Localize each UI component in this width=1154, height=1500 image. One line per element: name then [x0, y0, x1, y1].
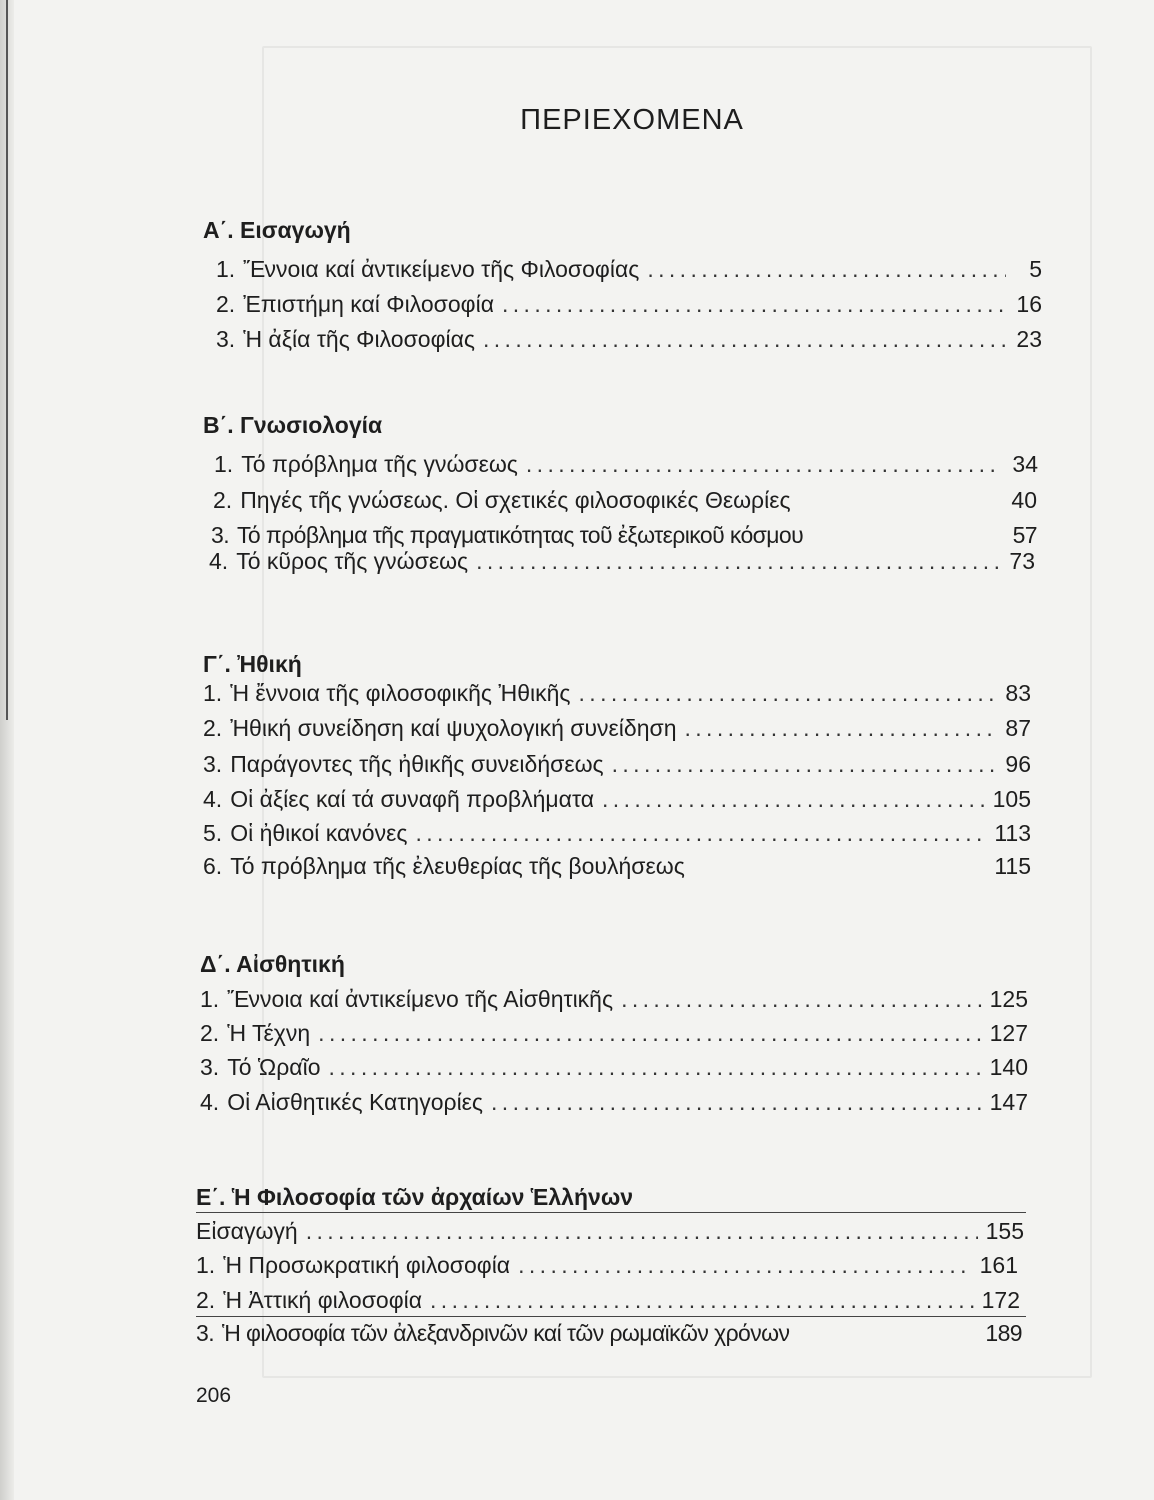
entry-number: 3.	[211, 522, 229, 548]
entry-title: Τό Ὡραῖο	[227, 1054, 321, 1080]
entry-page: 105	[992, 786, 1031, 812]
entry-title: Ἡ ἀξία τῆς Φιλοσοφίας	[243, 326, 475, 352]
entry-page: 113	[994, 820, 1031, 846]
dot-leader	[612, 751, 995, 778]
dot-leader	[415, 820, 986, 847]
entry-page: 40	[1011, 487, 1037, 513]
entry-number: 3.	[196, 1320, 214, 1346]
toc-entry	[196, 1252, 1018, 1286]
dot-leader	[318, 1020, 981, 1047]
toc-entry	[216, 256, 1042, 290]
entry-title: Πηγές τῆς γνώσεως. Οἱ σχετικές φιλοσοφικές Θεωρίες	[240, 487, 791, 513]
entry-title: Ἡ Προσωκρατική φιλοσοφία	[223, 1252, 511, 1278]
entry-title: Τό πρόβλημα τῆς πραγματικότητας τοῦ ἐξωτερικοῦ κόσμου	[236, 522, 804, 548]
entry-title: Οἱ Αἰσθητικές Κατηγορίες	[227, 1089, 484, 1115]
section-heading-c: Γ΄. Ἠθική	[203, 651, 302, 677]
entry-page: 147	[989, 1089, 1028, 1115]
entry-page: 83	[1005, 680, 1031, 706]
heading-rule	[196, 1212, 1026, 1213]
entry-title: Τό πρόβλημα τῆς ἐλευθερίας τῆς βουλήσεως	[230, 853, 685, 879]
dot-leader	[491, 1089, 982, 1116]
entry-number: 4.	[200, 1089, 220, 1115]
entry-number: 2.	[200, 1020, 220, 1046]
section-heading-d: Δ΄. Αἰσθητική	[200, 951, 345, 977]
toc-entry	[216, 291, 1042, 325]
entry-title: Ἠθική συνείδηση καί ψυχολογική συνείδηση	[230, 715, 677, 741]
page-title: ΠΕΡΙΕΧΟΜΕΝΑ	[520, 104, 744, 136]
dot-leader	[483, 326, 1006, 353]
entry-number: 6.	[203, 853, 223, 879]
dot-leader	[502, 291, 1006, 318]
toc-entry	[203, 820, 1031, 854]
entry-title: Ἔννοια καί ἀντικείμενο τῆς Φιλοσοφίας	[243, 256, 640, 282]
dot-leader	[621, 986, 982, 1013]
entry-number: 4.	[209, 548, 229, 574]
toc-entry	[203, 751, 1031, 785]
entry-title: Οἱ ἀξίες καί τά συναφῆ προβλήματα	[230, 786, 595, 812]
toc-entry	[213, 487, 1037, 521]
dot-leader	[476, 548, 999, 575]
entry-number: 1.	[196, 1252, 216, 1278]
toc-entry	[200, 1089, 1028, 1123]
entry-page: 57	[1012, 522, 1037, 548]
toc-entry	[203, 853, 1031, 887]
toc-entry	[200, 986, 1028, 1020]
entry-page: 172	[981, 1287, 1020, 1313]
dot-leader	[430, 1287, 974, 1314]
dot-leader	[685, 715, 996, 742]
dot-leader	[579, 680, 995, 707]
entry-title: Εἰσαγωγή	[196, 1218, 298, 1244]
entry-page: 5	[1029, 256, 1042, 282]
entry-number: 3.	[203, 751, 223, 777]
entry-title: Ἡ Τέχνη	[227, 1020, 311, 1046]
section-heading-a: Α΄. Εισαγωγή	[203, 217, 351, 243]
entry-page: 87	[1005, 715, 1031, 741]
entry-title: Οἱ ἠθικοί κανόνες	[230, 820, 408, 846]
entry-title: Τό πρόβλημα τῆς γνώσεως	[241, 451, 518, 477]
entry-page: 161	[979, 1252, 1018, 1278]
entry-title: Ἔννοια καί ἀντικείμενο τῆς Αἰσθητικῆς	[227, 986, 614, 1012]
toc-entry	[196, 1320, 1022, 1354]
dot-leader	[602, 786, 985, 813]
row-rule	[196, 1316, 1026, 1317]
entry-number: 1.	[214, 451, 234, 477]
toc-entry	[214, 451, 1038, 485]
entry-number: 3.	[216, 326, 236, 352]
entry-number: 4.	[203, 786, 223, 812]
entry-page: 34	[1012, 451, 1038, 477]
entry-title: Ἡ Ἀττική φιλοσοφία	[223, 1287, 423, 1313]
toc-entry	[203, 680, 1031, 714]
entry-number: 1.	[216, 256, 236, 282]
section-heading-b: Β΄. Γνωσιολογία	[203, 412, 383, 438]
entry-page: 16	[1016, 291, 1042, 317]
toc-entry	[200, 1054, 1028, 1088]
entry-number: 2.	[203, 715, 223, 741]
dot-leader	[647, 256, 1006, 283]
toc-entry	[203, 715, 1031, 749]
entry-page: 73	[1009, 548, 1035, 574]
entry-number: 1.	[203, 680, 223, 706]
entry-number: 3.	[200, 1054, 220, 1080]
entry-title: Παράγοντες τῆς ἠθικῆς συνειδήσεως	[230, 751, 604, 777]
toc-entry	[216, 326, 1042, 360]
page-number: 206	[196, 1384, 232, 1407]
entry-page: 115	[994, 853, 1031, 879]
entry-number: 2.	[213, 487, 233, 513]
entry-number: 2.	[196, 1287, 216, 1313]
section-heading-e: Ε΄. Ἡ Φιλοσοφία τῶν ἀρχαίων Ἑλλήνων	[196, 1184, 634, 1210]
toc-entry	[209, 548, 1035, 582]
dot-leader	[306, 1218, 978, 1245]
toc-entry	[203, 786, 1031, 820]
entry-number: 2.	[216, 291, 236, 317]
entry-number: 5.	[203, 820, 223, 846]
binding-shadow	[6, 0, 8, 720]
entry-page: 155	[985, 1218, 1024, 1244]
entry-title: Τό κῦρος τῆς γνώσεως	[236, 548, 469, 574]
dot-leader	[526, 451, 1002, 478]
entry-title: Ἐπιστήμη καί Φιλοσοφία	[243, 291, 494, 317]
dot-leader	[329, 1054, 982, 1081]
dot-leader	[518, 1252, 972, 1279]
entry-title: Ἡ ἔννοια τῆς φιλοσοφικῆς Ἠθικῆς	[230, 680, 571, 706]
toc-entry	[196, 1218, 1024, 1252]
entry-title: Ἡ φιλοσοφία τῶν ἀλεξανδρινῶν καί τῶν ρωμαϊκῶν χρόνων	[221, 1320, 790, 1346]
entry-page: 140	[989, 1054, 1028, 1080]
entry-page: 125	[989, 986, 1028, 1012]
toc-entry	[200, 1020, 1028, 1054]
entry-page: 96	[1005, 751, 1031, 777]
entry-number: 1.	[200, 986, 220, 1012]
entry-page: 23	[1016, 326, 1042, 352]
entry-page: 189	[985, 1320, 1022, 1346]
entry-page: 127	[989, 1020, 1028, 1046]
